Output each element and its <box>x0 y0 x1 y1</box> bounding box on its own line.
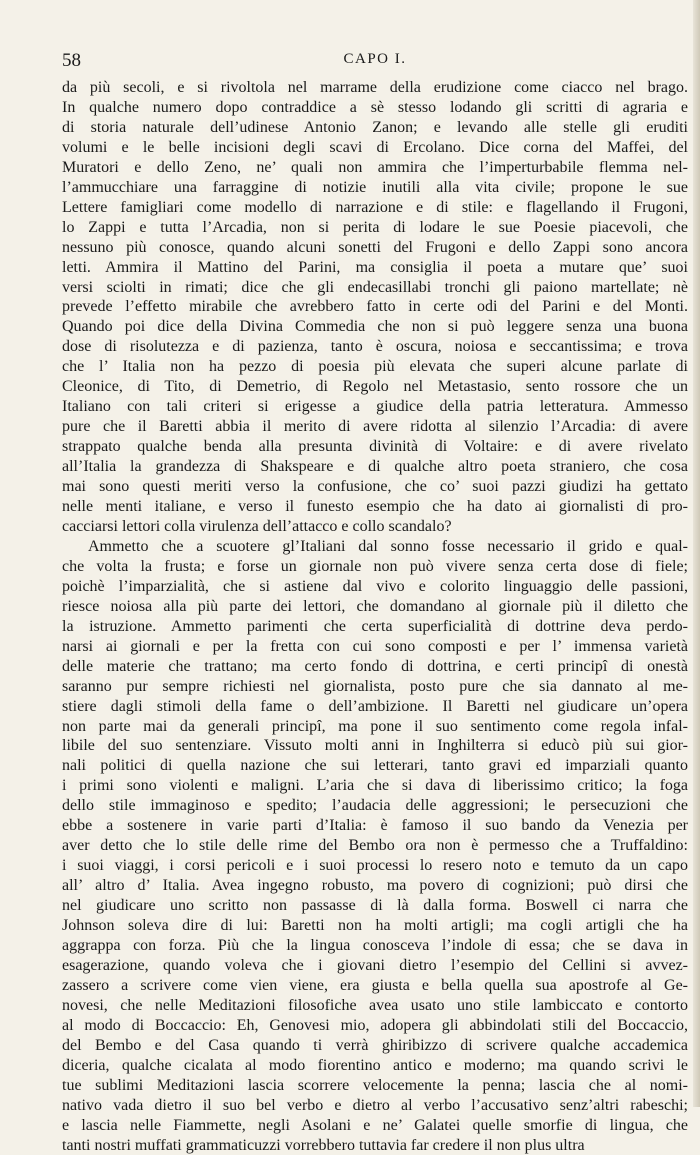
text-line: prevede l’effetto mirabile che avrebbero fatto in certe odi del Parini e del Monti. <box>62 298 688 316</box>
text-line: che volta la frusta; e forse un giornale non può vivere senza certa dose di fiele; <box>62 557 688 575</box>
text-line: nessuno più conosce, quando alcuni sonetti del Frugoni e dello Zappi sono ancora <box>62 238 688 256</box>
text-line: novesi, che nelle Meditazioni filosofiche avea usato uno stile lambiccato e contorto <box>62 996 688 1014</box>
text-line: riesce noiosa alla più parte dei lettori, che domandano al giornale più il diletto che <box>62 597 688 615</box>
page-number: 58 <box>62 50 81 71</box>
text-line: aggrappa con forza. Più che la lingua conosceva l’indole di essa; che se dava in <box>62 936 688 954</box>
running-head: CAPO I. <box>343 51 407 67</box>
text-line: i primi sono violenti e maligni. L’aria che si dava di liberissimo critico; la foga <box>62 777 688 795</box>
text-line: delle materie che trattano; ma certo fondo di dottrina, e certi principî di onestà <box>62 657 688 675</box>
text-line: cacciarsi lettori colla virulenza dell’attacco e collo scandalo? <box>62 517 452 535</box>
text-line: al modo di Boccaccio: Eh, Genovesi mio, adopera gli abbindolati stili del Boccaccio, <box>62 1016 688 1034</box>
page-header <box>62 50 688 74</box>
text-line: i suoi viaggi, i corsi pericoli e i suoi processi lo resero noto e temuto da un capo <box>62 857 688 875</box>
text-line: versi sciolti in rimati; dice che gli endecasillabi tronchi gli paiono martellate; nè <box>62 278 688 296</box>
text-line: libile del suo sentenziare. Vissuto molti anni in Inghilterra si educò più sui gior- <box>62 737 688 755</box>
text-line: volumi e le belle incisioni degli scavi di Ercolano. Dice corna del Maffei, del <box>62 138 688 156</box>
text-line: l’ammucchiare una farraggine di notizie inutili alla vita civile; propone le sue <box>62 178 688 196</box>
text-line: nativo vada dietro il suo bel verbo e dietro al verbo l’accusativo senz’altri rabeschi; <box>62 1096 688 1114</box>
text-line: da più secoli, e si rivoltola nel marrame della erudizione come ciacco nel brago. <box>62 79 688 96</box>
text-line: che l’ Italia non ha pezzo di poesia più elevata che superi alcune parlate di <box>62 358 688 376</box>
text-line: diceria, qualche cicalata al modo fiorentino antico e moderno; ma quando scrivi le <box>62 1056 688 1074</box>
paragraph <box>62 537 688 1155</box>
text-line: narsi ai giornali e per la fretta con cui sono composti e per l’ immensa varietà <box>62 637 688 655</box>
text-line: Quando poi dice della Divina Commedia che non si può leggere senza una buona <box>62 318 688 336</box>
text-line: aver detto che lo stile delle rime del Bembo ora non è permesso che a Truffaldino: <box>62 837 688 855</box>
text-line: tanti nostri muffati grammaticuzzi vorrebbero tuttavia far credere il non plus ultra <box>62 1136 585 1154</box>
text-line: saranno pur sempre richiesti nel giornalista, posto pure che sia dannato al me- <box>62 677 688 695</box>
text-line: dello stile immaginoso e spedito; l’audacia delle aggressioni; le persecuzioni che <box>62 797 688 815</box>
text-line: tue sublimi Meditazioni lascia scorrere velocemente la penna; lascia che al nomi- <box>62 1076 688 1094</box>
text-line: In qualche numero dopo contraddice a sè stesso lodando gli scritti di agraria e <box>62 98 688 116</box>
text-line: di storia naturale dell’udinese Antonio Zanon; e levando alle stelle gli eruditi <box>62 118 688 136</box>
text-line: non parte mai da generali principî, ma pone il suo sentimento come regola infal- <box>62 717 688 735</box>
text-line: stiere dagli stimoli della fame o dell’ambizione. Il Baretti nel giudicare un’opera <box>62 697 688 715</box>
text-line: poichè l’imparzialità, che si astiene dal vivo e colorito linguaggio delle passioni, <box>62 577 688 595</box>
text-line: all’ altro d’ Italia. Avea ingegno robusto, ma povero di cognizioni; può dirsi che <box>62 877 688 895</box>
text-line: letti. Ammira il Mattino del Parini, ma consiglia il poeta a mutare que’ suoi <box>62 258 688 276</box>
page-edge <box>693 0 700 1107</box>
text-line: la istruzione. Ammetto parimenti che certa superficialità di dottrine deva perdo- <box>62 617 688 635</box>
text-line: esagerazione, quando voleva che i giovani dietro l’esempio del Cellini si avvez- <box>62 956 688 974</box>
text-line: Muratori e dello Zeno, ne’ quali non ammira che l’imperturbabile flemma nel- <box>62 158 688 176</box>
text-line: Italiano con tali criteri si erigesse a giudice della patria letteratura. Ammesso <box>62 398 688 416</box>
text-line: mai sono questi meriti verso la confusione, che co’ suoi pazzi giudizi ha gettato <box>62 478 688 496</box>
text-line: Cleonice, di Tito, di Demetrio, di Regolo nel Metastasio, sento rossore che un <box>62 378 688 396</box>
text-line: dose di risolutezza e di pazienza, tanto è oscura, noiosa e seccantissima; e trova <box>62 338 688 356</box>
text-line: strappato qualche benda alla presunta divinità di Voltaire: e di avere rivelato <box>62 438 688 456</box>
text-line: all’Italia la grandezza di Shakspeare e di qualche altro poeta straniero, che cosa <box>62 458 688 476</box>
text-line: zassero a scrivere come vien viene, era giusta e bella quella sua apostrofe al Ge- <box>62 976 688 994</box>
text-line: lo Zappi e tutta l’Arcadia, non si perita di lodare le sue Poesie piacevoli, che <box>62 218 688 236</box>
text-line: Ammetto che a scuotere gl’Italiani dal sonno fosse necessario il grido e qual- <box>88 537 688 555</box>
text-line: Lettere famigliari come modello di narrazione e di stile: e flagellando il Frugoni, <box>62 198 688 216</box>
text-line: pure che il Baretti abbia il merito di avere ridotta al silenzio l’Arcadia: di avere <box>62 418 688 436</box>
text-line: nel giudicare uno scritto non passasse di là dalla forma. Boswell ci narra che <box>62 897 688 915</box>
body-text <box>62 78 688 1155</box>
text-line: nali politici di quella nazione che sui letterari, tanto gravi ed imparziali quanto <box>62 757 688 775</box>
text-line: nelle menti italiane, e verso il funesto esempio che ha dato ai giornalisti di pro- <box>62 498 688 516</box>
text-line: del Bembo e del Casa quando ti verrà ghiribizzo di scrivere qualche accademica <box>62 1036 688 1054</box>
text-line: Johnson soleva dire di lui: Baretti non ha molti artigli; ma cogli artigli che ha <box>62 917 688 935</box>
paragraph <box>62 78 688 537</box>
text-line: e lascia nelle Fiammette, negli Asolani e ne’ Galatei quelle smorfie di lingua, che <box>62 1116 688 1134</box>
text-line: ebbe a sostenere in varie parti d’Italia: è famoso il suo bando da Venezia per <box>62 817 688 835</box>
